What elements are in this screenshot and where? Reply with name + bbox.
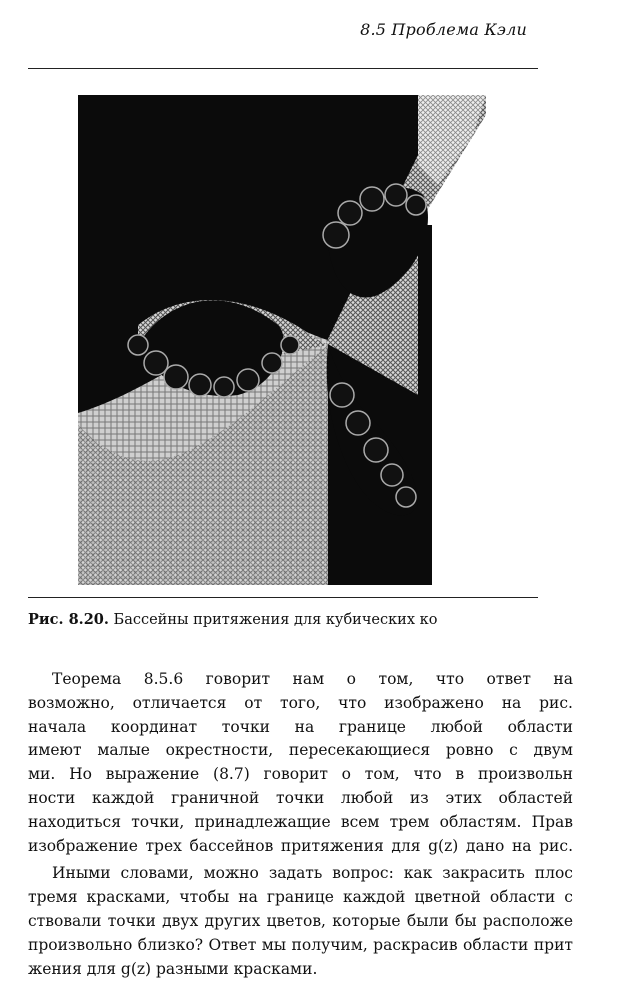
paragraph-1 — [28, 668, 573, 858]
text-line: Иными словами, можно задать вопрос: как закрасить плос — [52, 864, 573, 883]
caption-label: Рис. 8.20. — [28, 611, 109, 628]
text-line: начала координат точки на границе любой области — [28, 717, 573, 736]
caption-rule — [28, 597, 538, 598]
running-head: 8.5 Проблема Кэли — [360, 20, 527, 39]
text-line: произвольно близко? Ответ мы получим, раскрасив области прит — [28, 935, 573, 954]
text-line: ми. Но выражение (8.7) говорит о том, что в произвольн — [28, 765, 573, 784]
header-rule — [28, 68, 538, 69]
text-line: тремя красками, чтобы на границе каждой цветной области с — [28, 888, 573, 907]
body-text — [28, 668, 573, 981]
text-line: ности каждой граничной точки любой из этих областей — [28, 788, 573, 807]
paragraph-2 — [28, 862, 573, 981]
text-line: ствовали точки двух других цветов, которые были бы расположе — [28, 911, 573, 930]
caption-text: Бассейны притяжения для кубических ко — [108, 612, 438, 628]
figure-caption — [28, 611, 437, 628]
text-line: изображение трех бассейнов притяжения для g(z) дано на рис. — [28, 836, 573, 855]
text-line: возможно, отличается от того, что изображено на рис. — [28, 693, 573, 712]
text-line: имеют малые окрестности, пересекающиеся ровно с двум — [28, 741, 573, 760]
figure-basins-of-attraction — [78, 95, 486, 585]
text-line: Теорема 8.5.6 говорит нам о том, что ответ на — [52, 670, 573, 688]
text-line: жения для g(z) разными красками. — [28, 959, 318, 978]
text-line: находиться точки, принадлежащие всем трем областям. Прав — [28, 812, 573, 831]
